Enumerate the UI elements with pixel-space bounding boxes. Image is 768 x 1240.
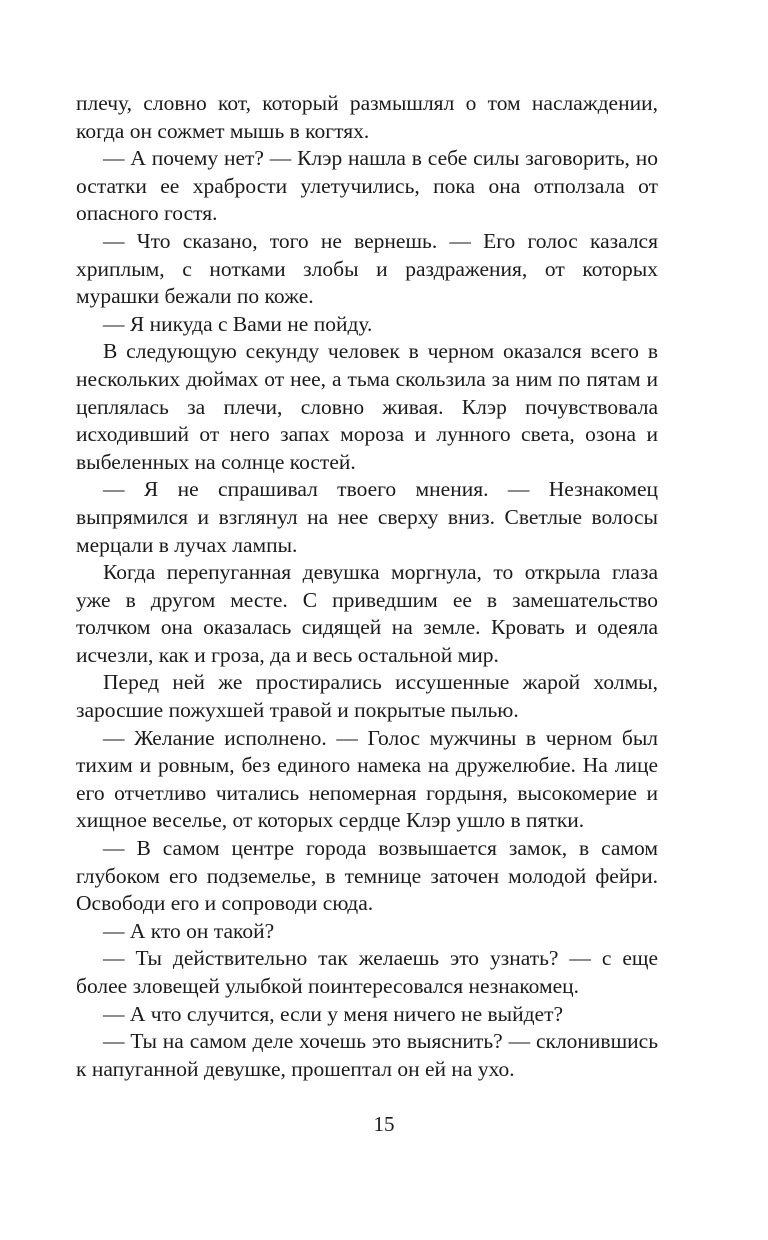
paragraph-11: — А кто он такой? <box>103 918 275 943</box>
paragraph-14: — Ты на самом деле хочешь это выяснить? — склонившись к напуганной девушке, прошептал он ей на ухо. <box>76 1029 658 1081</box>
paragraph-5: В следующую секунду человек в черном оказался всего в нескольких дюймах от нее, а тьма скользила за ним по пятам и цеплялась за плечи, словно живая. Клэр почувствовала исходивший от него запах мороза и лунного света, озона и выбеленных на солнце костей. <box>76 339 658 474</box>
paragraph-9: — Желание исполнено. — Голос мужчины в черном был тихим и ровным, без единого намека на дружелюбие. На лице его отчетливо читались непомерная гордыня, высокомерие и хищное веселье, от которых сердце Клэр ушло в пятки. <box>76 725 658 833</box>
paragraph-4: — Я никуда с Вами не пойду. <box>103 311 373 336</box>
paragraph-7: Когда перепуганная девушка моргнула, то открыла глаза уже в другом месте. С приведшим ее в замешательство толчком она оказалась сидящей на земле. Кровать и одеяла исчезли, как и гроза, да и весь остальной мир. <box>76 560 658 667</box>
paragraph-1: плечу, словно кот, который размышлял о том наслаждении, когда он сожмет мышь в когтях. <box>76 91 658 143</box>
paragraph-3: — Что сказано, того не вернешь. — Его голос казался хриплым, с нотками злобы и раздражения, от которых мурашки бежали по коже. <box>76 228 658 309</box>
page-number: 15 <box>373 1112 395 1136</box>
paragraph-8: Перед ней же простирались иссушенные жарой холмы, заросшие пожухшей травой и покрытые пылью. <box>76 670 658 723</box>
body-text <box>76 90 658 1083</box>
paragraph-2: — А почему нет? — Клэр нашла в себе силы заговорить, но остатки ее храбрости улетучились, пока она отползала от опасного гостя. <box>76 146 658 226</box>
paragraph-13: — А что случится, если у меня ничего не выйдет? <box>103 1001 564 1026</box>
paragraph-6: — Я не спрашивал твоего мнения. — Незнакомец выпрямился и взглянул на нее сверху вниз. Светлые волосы мерцали в лучах лампы. <box>76 477 658 557</box>
paragraph-10: — В самом центре города возвышается замок, в самом глубоком его подземелье, в темнице заточен молодой фейри. Освободи его и сопроводи сюда. <box>76 836 658 916</box>
paragraph-12: — Ты действительно так желаешь это узнать? — с еще более зловещей улыбкой поинтересовался незнакомец. <box>76 946 658 998</box>
